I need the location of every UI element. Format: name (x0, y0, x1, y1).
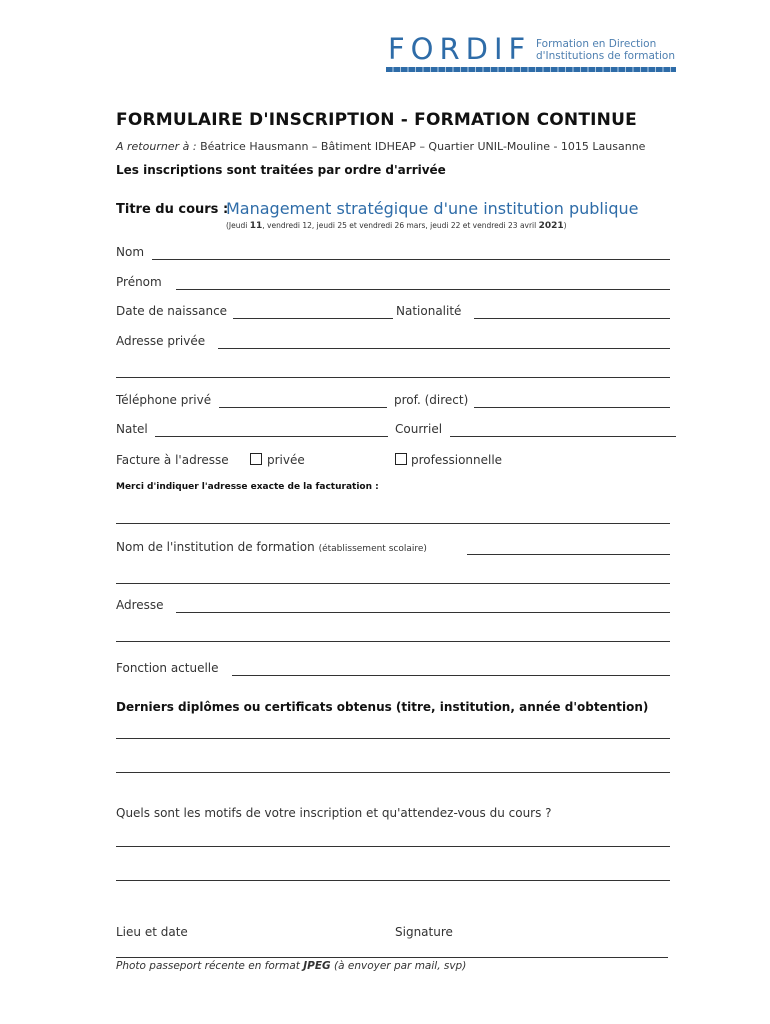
course-dates-suffix: ) (563, 221, 567, 230)
fonction-label: Fonction actuelle (116, 661, 219, 675)
adresse-privee-field-2[interactable] (116, 377, 670, 378)
prof-direct-field[interactable] (474, 407, 670, 408)
logo-tagline (536, 38, 675, 62)
adresse-privee-field[interactable] (218, 348, 670, 349)
privee-checkbox[interactable] (250, 453, 262, 465)
photo-note-prefix: Photo passeport récente en format (116, 960, 304, 972)
nom-label: Nom (116, 245, 145, 259)
fonction-field[interactable] (232, 675, 670, 676)
course-dates-day1: 11 (249, 221, 263, 231)
return-address-line (116, 140, 645, 153)
registration-notice: Les inscriptions sont traitées par ordre d'arrivée (116, 163, 446, 177)
lieu-date-signature-field[interactable] (116, 957, 668, 958)
course-dates-middle: , vendredi 12, jeudi 25 et vendredi 26 mars, jeudi 22 et vendredi 23 avril (262, 221, 539, 230)
facture-label: Facture à l'adresse (116, 453, 229, 467)
prenom-label: Prénom (116, 275, 162, 289)
course-dates-year: 2021 (538, 221, 564, 231)
diplomes-field-1[interactable] (116, 738, 670, 739)
logo-wordmark: FORDIF (388, 32, 532, 66)
return-label: A retourner à : (116, 140, 197, 153)
lieu-date-label: Lieu et date (116, 925, 188, 939)
course-dates (226, 221, 567, 231)
prenom-field[interactable] (176, 289, 670, 290)
prof-direct-label: prof. (direct) (394, 393, 469, 407)
nationalite-label: Nationalité (396, 304, 462, 318)
course-dates-prefix: (Jeudi (226, 221, 250, 230)
fordif-logo (386, 34, 678, 74)
telephone-prive-label: Téléphone privé (116, 393, 212, 407)
privee-option-label: privée (267, 453, 305, 467)
institution-field[interactable] (467, 554, 670, 555)
institution-label-main: Nom de l'institution de formation (116, 540, 315, 554)
form-title: FORMULAIRE D'INSCRIPTION - FORMATION CONTINUE (116, 110, 637, 130)
nationalite-field[interactable] (474, 318, 670, 319)
logo-tagline-line1: Formation en Direction (536, 38, 657, 50)
natel-label: Natel (116, 422, 148, 436)
logo-bar (386, 67, 676, 72)
nom-field[interactable] (152, 259, 670, 260)
photo-note (116, 960, 466, 972)
signature-label: Signature (395, 925, 453, 939)
date-naissance-field[interactable] (233, 318, 393, 319)
institution-label (116, 540, 427, 554)
institution-label-sub: (établissement scolaire) (318, 544, 427, 554)
courriel-field[interactable] (450, 436, 676, 437)
photo-note-format: JPEG (303, 960, 331, 972)
adresse-label: Adresse (116, 598, 164, 612)
professionnelle-option-label: professionnelle (411, 453, 503, 467)
diplomes-field-2[interactable] (116, 772, 670, 773)
facturation-address-field[interactable] (116, 523, 670, 524)
institution-field-2[interactable] (116, 583, 670, 584)
motifs-field-1[interactable] (116, 846, 670, 847)
adresse-field[interactable] (176, 612, 670, 613)
adresse-field-2[interactable] (116, 641, 670, 642)
courriel-label: Courriel (395, 422, 443, 436)
facturation-note: Merci d'indiquer l'adresse exacte de la facturation : (116, 482, 379, 492)
professionnelle-checkbox[interactable] (395, 453, 407, 465)
logo-tagline-line2: d'Institutions de formation (536, 50, 675, 62)
course-title: Management stratégique d'une institution publique (226, 199, 639, 218)
motifs-label: Quels sont les motifs de votre inscription et qu'attendez-vous du cours ? (116, 806, 552, 820)
return-address: Béatrice Hausmann – Bâtiment IDHEAP – Quartier UNIL-Mouline - 1015 Lausanne (200, 140, 646, 153)
photo-note-suffix: (à envoyer par mail, svp) (330, 960, 467, 972)
motifs-field-2[interactable] (116, 880, 670, 881)
course-label: Titre du cours : (116, 202, 229, 217)
date-naissance-label: Date de naissance (116, 304, 228, 318)
diplomes-label: Derniers diplômes ou certificats obtenus (titre, institution, année d'obtention) (116, 700, 649, 714)
adresse-privee-label: Adresse privée (116, 334, 206, 348)
natel-field[interactable] (155, 436, 388, 437)
telephone-prive-field[interactable] (219, 407, 387, 408)
